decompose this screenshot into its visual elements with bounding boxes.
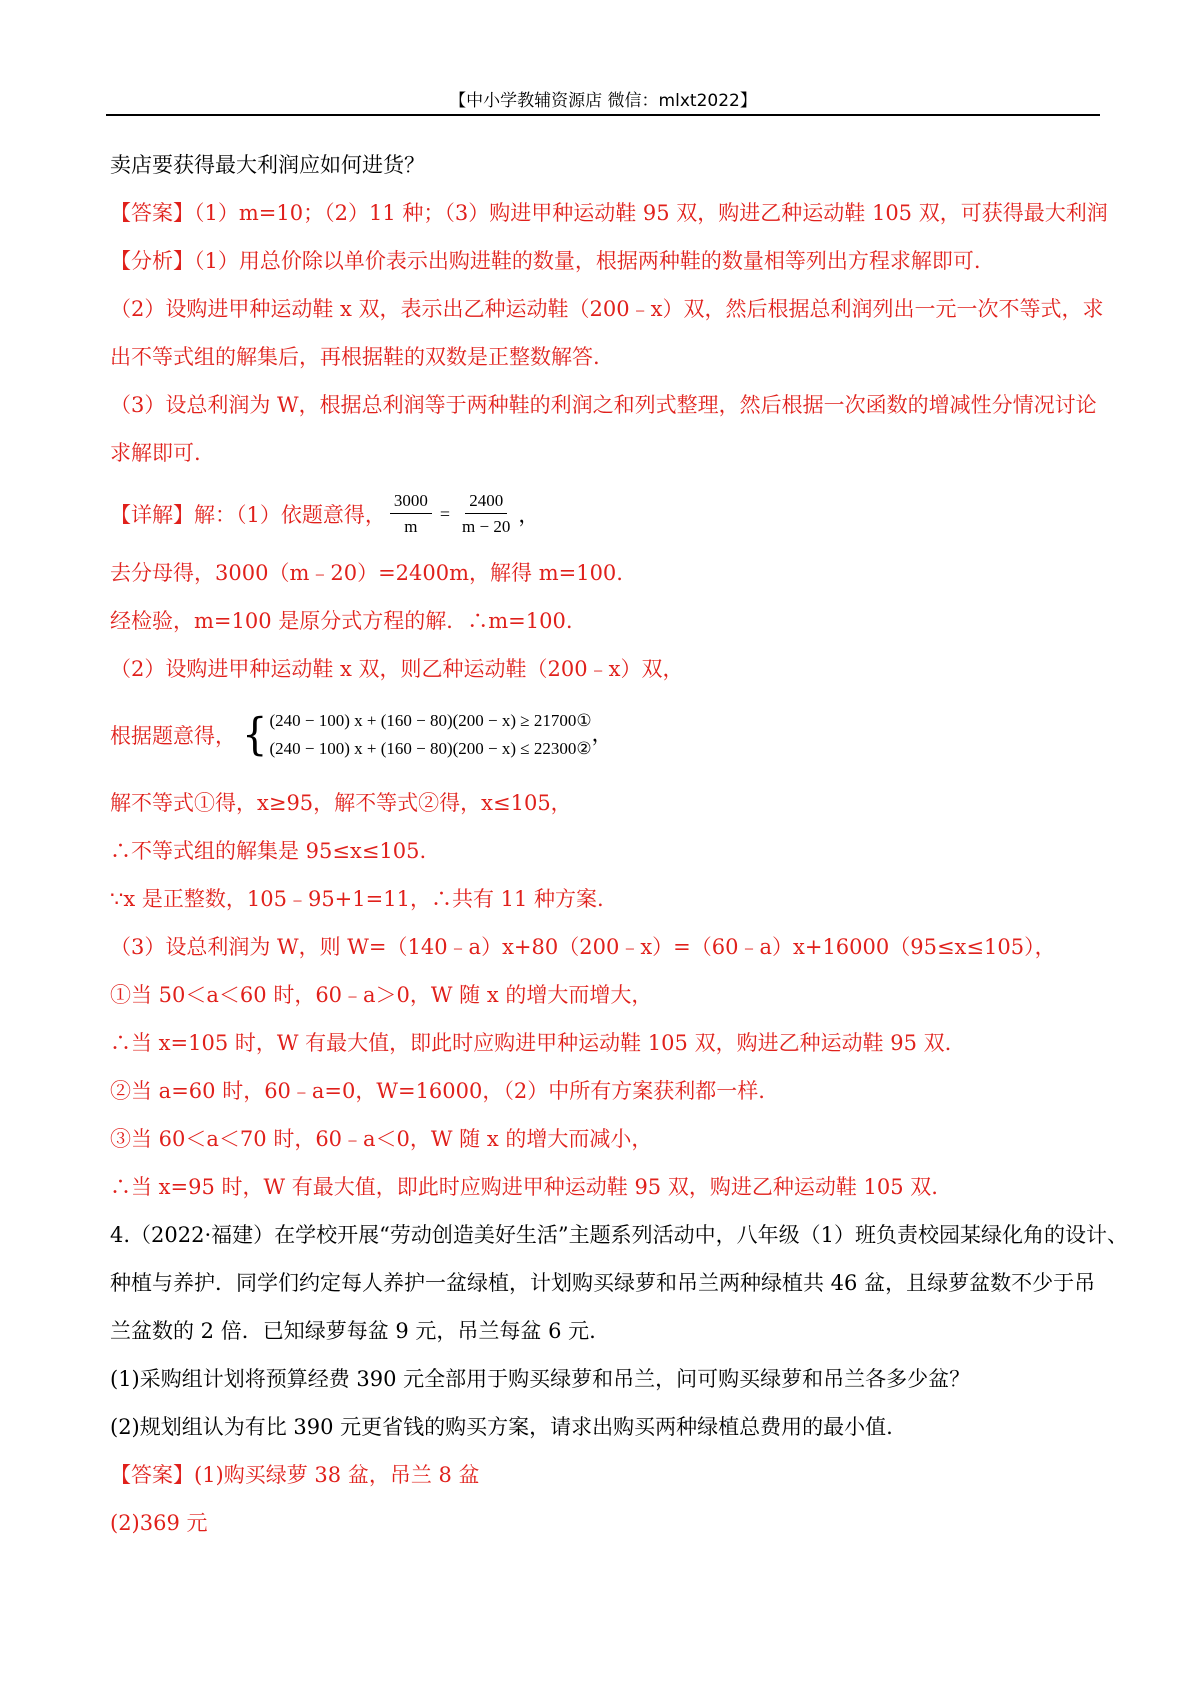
- fraction-left: [390, 491, 432, 537]
- page-header: [106, 84, 1100, 116]
- question-continuation: 卖店要获得最大利润应如何进货？: [110, 153, 425, 177]
- detail-step-5: ∴不等式组的解集是 95≤x≤105.: [110, 839, 427, 863]
- answer-body: （1）m=10；（2）11 种；（3）购进甲种运动鞋 95 双，购进乙种运动鞋 105 双，可获得最大利润: [194, 201, 1108, 225]
- fraction-right-denominator: m − 20: [462, 517, 511, 536]
- detail-step-1: 去分母得，3000（m﹣20）=2400m，解得 m=100.: [110, 561, 623, 585]
- fraction-comma: ，: [518, 503, 540, 527]
- answer-4-tag: 【答案】: [110, 1463, 194, 1487]
- answer-4-body: (1)购买绿萝 38 盆，吊兰 8 盆: [194, 1463, 480, 1487]
- detail-fraction-equation: [110, 486, 1100, 542]
- detail-step-2: 经检验，m=100 是原分式方程的解．∴m=100.: [110, 609, 573, 633]
- detail-step-3: （2）设购进甲种运动鞋 x 双，则乙种运动鞋（200﹣x）双，: [110, 657, 684, 681]
- document-body: [110, 150, 1128, 1556]
- analysis-line-1: [110, 246, 1100, 276]
- analysis-part-1: （1）用总价除以单价表示出购进鞋的数量，根据两种鞋的数量相等列出方程求解即可.: [194, 249, 981, 273]
- analysis-part-2b: 出不等式组的解集后，再根据鞋的双数是正整数解答.: [110, 345, 600, 369]
- system-intro: 根据题意得，: [110, 724, 236, 748]
- detail-step-8: ①当 50＜a＜60 时，60﹣a＞0，W 随 x 的增大而增大，: [110, 983, 653, 1007]
- question-4-part-2: (2)规划组认为有比 390 元更省钱的购买方案，请求出购买两种绿植总费用的最小值.: [110, 1415, 893, 1439]
- inequality-row-2: (240 − 100) x + (160 − 80)(200 − x) ≤ 22300②: [269, 739, 592, 758]
- question-4-line-1: 4.（2022·福建）在学校开展“劳动创造美好生活”主题系列活动中，八年级（1）班负责校园某绿化角的设计、: [110, 1223, 1128, 1247]
- left-brace-icon: {: [242, 709, 268, 761]
- answer-4-line-2: (2)369 元: [110, 1511, 208, 1535]
- fraction-left-denominator: m: [404, 517, 418, 536]
- question-4-line-2: 种植与养护．同学们约定每人养护一盆绿植，计划购买绿萝和吊兰两种绿植共 46 盆，且绿萝盆数不少于吊: [110, 1271, 1096, 1295]
- question-4-part-1: (1)采购组计划将预算经费 390 元全部用于购买绿萝和吊兰，问可购买绿萝和吊兰各多少盆？: [110, 1367, 971, 1391]
- question-4-line-3: 兰盆数的 2 倍．已知绿萝每盆 9 元，吊兰每盆 6 元.: [110, 1319, 596, 1343]
- detail-step-6: ∵x 是正整数，105﹣95+1=11，∴共有 11 种方案.: [110, 887, 604, 911]
- fraction-left-numerator: 3000: [390, 491, 432, 514]
- system-comma: ，: [591, 722, 613, 746]
- detail-step-10: ②当 a=60 时，60﹣a=0，W=16000，（2）中所有方案获利都一样.: [110, 1079, 765, 1103]
- analysis-part-3b: 求解即可.: [110, 441, 201, 465]
- analysis-part-3a: （3）设总利润为 W，根据总利润等于两种鞋的利润之和列式整理，然后根据一次函数的增减性分情况讨论: [110, 393, 1097, 417]
- detail-step-9: ∴当 x=105 时，W 有最大值，即此时应购进甲种运动鞋 105 双，购进乙种运动鞋 95 双.: [110, 1031, 952, 1055]
- detail-step-12: ∴当 x=95 时，W 有最大值，即此时应购进甲种运动鞋 95 双，购进乙种运动鞋 105 双.: [110, 1175, 938, 1199]
- detail-step-4: 解不等式①得，x≥95，解不等式②得，x≤105，: [110, 791, 572, 815]
- answer-tag: 【答案】: [110, 201, 194, 225]
- inequality-row-1: (240 − 100) x + (160 − 80)(200 − x) ≥ 21700①: [269, 711, 592, 730]
- equals-sign: =: [439, 503, 451, 524]
- inequality-system: [110, 702, 1100, 768]
- detail-tag: 【详解】: [110, 503, 194, 527]
- inequality-rows: [269, 707, 591, 763]
- detail-step-7: （3）设总利润为 W，则 W=（140﹣a）x+80（200﹣x）=（60﹣a）x+16000（95≤x≤105），: [110, 935, 1056, 959]
- answer-line: [110, 198, 1108, 228]
- fraction-right-numerator: 2400: [465, 491, 507, 514]
- analysis-tag: 【分析】: [110, 249, 194, 273]
- analysis-part-2a: （2）设购进甲种运动鞋 x 双，表示出乙种运动鞋（200﹣x）双，然后根据总利润列出一元一次不等式，求: [110, 297, 1104, 321]
- detail-intro: 解：（1）依题意得，: [194, 503, 386, 527]
- answer-4-line-1: [110, 1460, 1100, 1490]
- header-text: 【中小学教辅资源店 微信：mlxt2022】: [449, 91, 757, 111]
- detail-step-11: ③当 60＜a＜70 时，60﹣a＜0，W 随 x 的增大而减小，: [110, 1127, 653, 1151]
- fraction-right: [458, 491, 514, 537]
